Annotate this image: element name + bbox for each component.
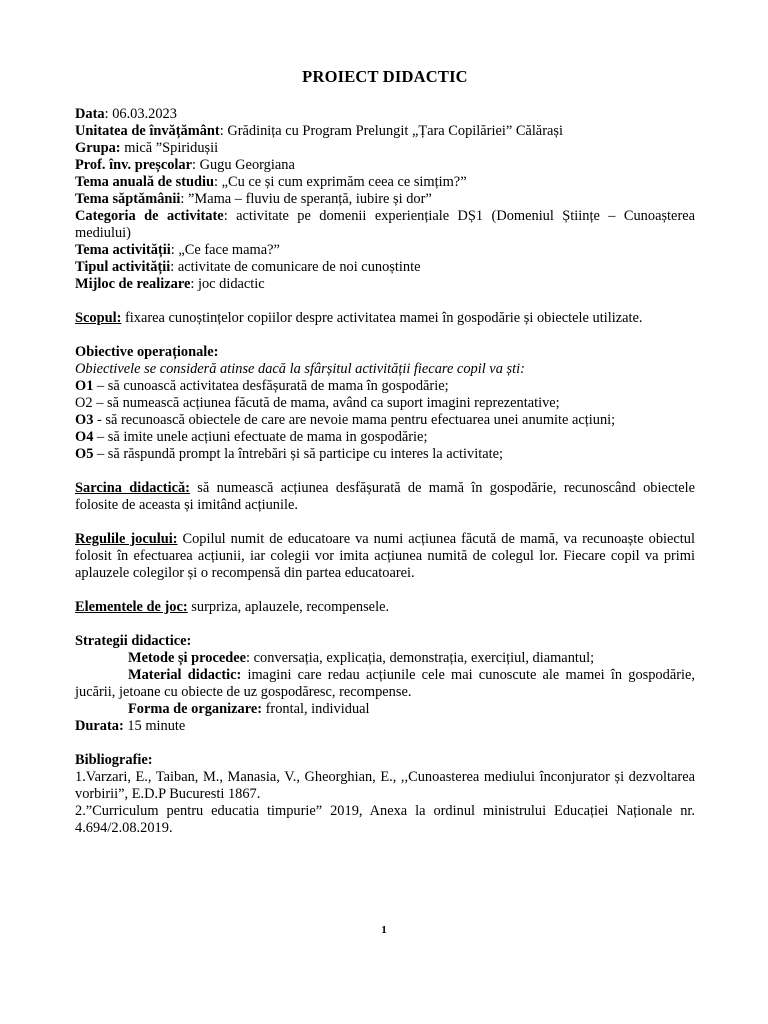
header-value: activitate pe domenii experiențiale DȘ1 (Domeniul Științe – Cunoașterea mediului) [75, 208, 696, 241]
header-label: Tipul activității [75, 259, 171, 275]
header-line [75, 140, 695, 157]
header-label: Tema anuală de studiu [75, 174, 215, 190]
objective-item [75, 412, 695, 429]
header-value: joc didactic [197, 276, 265, 292]
header-label: Grupa: [75, 140, 121, 156]
objective-text: - să recunoască obiectele de care are nevoie mama pentru efectuarea unei anumite acțiuni; [93, 412, 616, 428]
objective-code: O3 [75, 412, 94, 428]
scope-paragraph: Scopul: fixarea cunoștințelor copiilor despre activitatea mamei în gospodărie și obiectele utilizate. [75, 310, 643, 326]
header-value: mică ”Spiridușii [124, 140, 219, 156]
header-value: activitate de comunicare de noi cunoștinte [177, 259, 421, 275]
duration-line: Durata: 15 minute [75, 718, 186, 734]
rules-paragraph: Regulile jocului: Copilul numit de educatoare va numi acțiunea făcută de mamă, va recunoaște obiectul folosit în efectuarea acțiunii, iar colegii vor imita acțiunea numită de colegul lor. Fiecare copil va primi aplauzele colegilor și o recompensă din partea educatoarei. [75, 531, 695, 581]
header-label: Tema activității [75, 242, 171, 258]
header-label: Mijloc de realizare [75, 276, 191, 292]
header-info [75, 106, 695, 293]
objective-item [75, 395, 695, 412]
header-line: Categoria de activitate: activitate pe domenii experiențiale DȘ1 (Domeniul Științe – Cunoașterea mediului) [75, 208, 696, 241]
strategies-heading: Strategii didactice: [75, 633, 192, 649]
bibliography-heading: Bibliografie: [75, 752, 153, 768]
task-paragraph: Sarcina didactică: să numească acțiunea desfășurată de mamă în gospodărie, recunoscând obiectele folosite de aceasta și imitând acțiunile. [75, 480, 696, 513]
page-number: 1 [381, 924, 387, 936]
header-value: Grădinița cu Program Prelungit „Țara Copilăriei” Călărași [227, 123, 563, 139]
header-value: 06.03.2023 [112, 106, 177, 122]
header-label: Unitatea de învățământ [75, 123, 220, 139]
header-value: „Ce face mama?” [178, 242, 280, 258]
document-title: PROIECT DIDACTIC [302, 67, 468, 86]
header-label: Data [75, 106, 105, 122]
bibliography-item: 1.Varzari, E., Taiban, M., Manasia, V., Gheorghian, E., ,,Cunoasterea mediului înconjurator și dezvoltarea vorbirii”, E.D.P Bucuresti 1867. [75, 769, 695, 802]
header-line: Mijloc de realizare: joc didactic [75, 276, 265, 292]
header-label: Categoria de activitate [75, 208, 224, 224]
objective-code: O5 [75, 446, 94, 462]
header-value: ”Mama – fluviu de speranță, iubire și dor” [188, 191, 432, 207]
objective-text: – să răspundă prompt la întrebări și să participe cu interes la activitate; [93, 446, 503, 462]
header-line: Tema săptămânii: ”Mama – fluviu de speranță, iubire și dor” [75, 191, 432, 207]
objective-text: – să cunoască activitatea desfășurată de mama în gospodărie; [93, 378, 449, 394]
objective-code: O1 [75, 378, 94, 394]
header-value: Gugu Georgiana [199, 157, 295, 173]
header-line: Tema anuală de studiu: „Cu ce și cum exprimăm ceea ce simțim?” [75, 174, 467, 190]
header-line: Prof. înv. preșcolar: Gugu Georgiana [75, 157, 295, 173]
header-label: Tema săptămânii [75, 191, 181, 207]
header-label: Prof. înv. preșcolar [75, 157, 192, 173]
objectives-heading: Obiective operaționale: [75, 344, 219, 360]
organization-line: Forma de organizare: frontal, individual [128, 701, 370, 717]
objectives-intro: Obiectivele se consideră atinse dacă la sfârșitul activității fiecare copil va ști: [75, 361, 525, 377]
objective-item [75, 429, 695, 446]
objective-text: – să numească acțiunea făcută de mama, având ca suport imagini reprezentative; [92, 395, 560, 411]
header-line: Tema activității: „Ce face mama?” [75, 242, 280, 258]
game-elements-paragraph: Elementele de joc: surpriza, aplauzele, recompensele. [75, 599, 390, 615]
objective-text: – să imite unele acțiuni efectuate de mama in gospodărie; [93, 429, 428, 445]
header-line: Unitatea de învățământ: Grădinița cu Program Prelungit „Țara Copilăriei” Călărași [75, 123, 563, 139]
objective-item [75, 378, 695, 395]
bibliography-item: 2.”Curriculum pentru educatia timpurie” 2019, Anexa la ordinul ministrului Educației Naționale nr. 4.694/2.08.2019. [75, 803, 695, 836]
methods-line: Metode și procedee: conversația, explicația, demonstrația, exercițiul, diamantul; [128, 650, 595, 666]
material-paragraph: Material didactic: imagini care redau acțiunile cele mai cunoscute ale mamei în gospodărie, jucării, jetoane cu obiecte de uz gospodăresc, recompense. [75, 667, 695, 700]
objective-code: O4 [75, 429, 94, 445]
header-line: Data: 06.03.2023 [75, 106, 177, 122]
header-value: „Cu ce și cum exprimăm ceea ce simțim?” [221, 174, 467, 190]
objectives-list [75, 378, 695, 463]
header-line: Tipul activității: activitate de comunicare de noi cunoștinte [75, 259, 421, 275]
objective-code: O2 [75, 395, 93, 411]
objective-item [75, 446, 695, 463]
